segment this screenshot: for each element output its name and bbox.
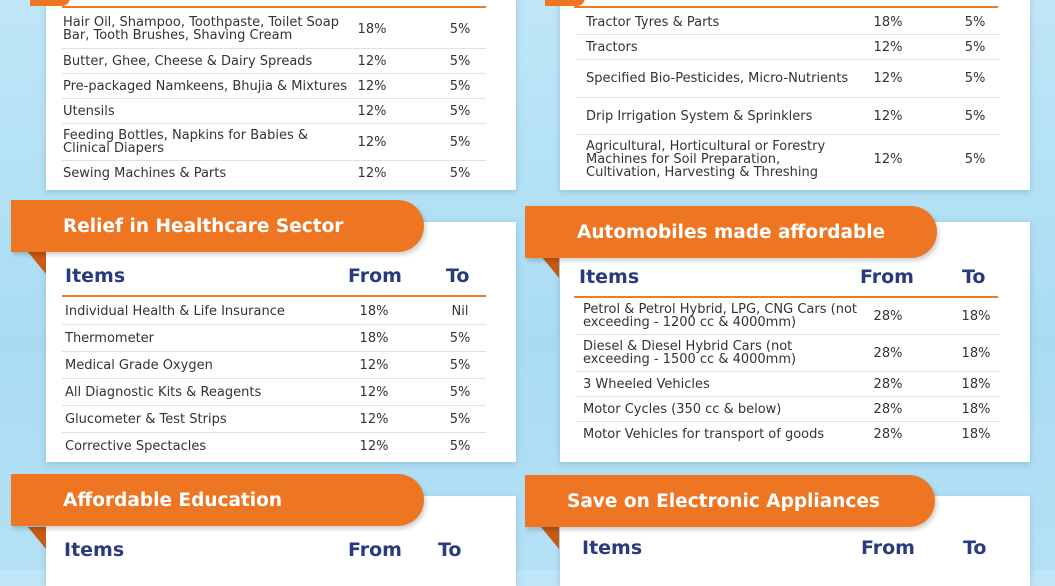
row-to-rate: 5% — [449, 103, 471, 119]
header-underline — [62, 6, 486, 8]
column-header-from: From — [861, 537, 915, 559]
row-to-rate: 5% — [449, 357, 471, 373]
row-from-rate: 18% — [357, 21, 387, 37]
row-from-rate: 12% — [873, 71, 903, 86]
table-row — [576, 135, 1000, 183]
education-banner — [11, 474, 424, 526]
row-to-rate: 5% — [449, 78, 471, 94]
column-header-from: From — [348, 265, 402, 287]
row-item: All Diagnostic Kits & Reagents — [65, 384, 262, 400]
table-row — [576, 35, 1000, 60]
table-row — [62, 74, 486, 99]
row-from-rate: 18% — [359, 330, 389, 346]
banner-fold — [541, 527, 559, 549]
banner-fold — [541, 256, 559, 278]
table-row — [62, 379, 486, 406]
row-item: Thermometer — [65, 330, 155, 346]
row-item: Butter, Ghee, Cheese & Dairy Spreads — [63, 53, 313, 69]
row-from-rate: 28% — [873, 427, 903, 442]
table-row — [576, 60, 1000, 98]
row-from-rate: 12% — [359, 439, 389, 454]
row-from-rate: 12% — [873, 151, 903, 167]
electronics-title: Save on Electronic Appliances — [567, 490, 880, 512]
banner-fold — [28, 252, 46, 274]
table-row — [576, 422, 1000, 447]
row-to-rate: 5% — [449, 330, 471, 346]
row-item: Tractor Tyres & Parts — [586, 14, 720, 30]
table-row — [576, 298, 1000, 335]
row-item: Motor Cycles (350 cc & below) — [583, 401, 782, 417]
row-item: Glucometer & Test Strips — [65, 411, 227, 427]
row-item: Pre-packaged Namkeens, Bhujia & Mixtures — [63, 78, 347, 94]
row-to-rate: 18% — [961, 376, 991, 392]
row-from-rate: 12% — [359, 384, 389, 400]
column-header-to: To — [446, 265, 470, 287]
banner-edge — [545, 0, 585, 6]
banner-edge — [30, 0, 70, 6]
consumer-card — [46, 0, 516, 190]
row-to-rate: 18% — [961, 427, 991, 442]
row-to-rate: 5% — [449, 53, 471, 69]
row-from-rate: 28% — [873, 345, 903, 361]
column-header-from: From — [860, 266, 914, 288]
automobiles-title: Automobiles made affordable — [577, 221, 886, 243]
table-row — [576, 372, 1000, 397]
row-item: Feeding Bottles, Napkins for Babies & Clinical Diapers — [63, 128, 308, 156]
row-from-rate: 12% — [359, 357, 389, 373]
education-title: Affordable Education — [63, 489, 283, 511]
row-item: Drip Irrigation System & Sprinklers — [586, 108, 813, 124]
row-item: Utensils — [63, 103, 115, 119]
column-header-items: Items — [65, 265, 126, 287]
row-from-rate: 28% — [873, 401, 903, 417]
row-item: Diesel & Diesel Hybrid Cars (not exceeding - 1500 cc & 4000mm) — [583, 339, 797, 367]
automobiles-banner — [525, 206, 937, 258]
table-row — [62, 433, 486, 460]
automobiles-card — [560, 222, 1030, 462]
row-from-rate: 12% — [357, 103, 387, 119]
row-to-rate: 5% — [964, 108, 986, 124]
healthcare-title: Relief in Healthcare Sector — [63, 215, 344, 237]
row-to-rate: 5% — [964, 39, 986, 55]
healthcare-banner — [11, 200, 424, 252]
row-to-rate: 18% — [961, 401, 991, 417]
row-from-rate: 12% — [873, 108, 903, 124]
row-from-rate: 12% — [357, 78, 387, 94]
header-underline — [62, 295, 486, 297]
row-to-rate: 5% — [449, 134, 471, 150]
table-row — [62, 298, 486, 325]
row-item: Medical Grade Oxygen — [65, 357, 213, 373]
row-to-rate: 5% — [964, 14, 986, 30]
table-row — [62, 10, 486, 49]
banner-fold — [28, 527, 46, 549]
row-to-rate: 5% — [449, 439, 471, 454]
column-header-from: From — [348, 539, 402, 561]
row-from-rate: 12% — [873, 39, 903, 55]
row-item: Corrective Spectacles — [65, 439, 207, 454]
row-item: Sewing Machines & Parts — [63, 166, 227, 181]
column-header-to: To — [962, 266, 986, 288]
row-from-rate: 12% — [359, 411, 389, 427]
table-row — [62, 49, 486, 74]
row-from-rate: 28% — [873, 308, 903, 324]
row-from-rate: 12% — [357, 166, 387, 181]
row-from-rate: 18% — [873, 14, 903, 30]
column-header-to: To — [963, 537, 987, 559]
column-header-items: Items — [582, 537, 643, 559]
table-row — [576, 397, 1000, 422]
column-header-items: Items — [64, 539, 125, 561]
table-row — [62, 124, 486, 161]
row-to-rate: 18% — [961, 345, 991, 361]
row-from-rate: 12% — [357, 134, 387, 150]
column-header-to: To — [438, 539, 462, 561]
row-to-rate: 5% — [449, 21, 471, 37]
row-to-rate: 5% — [449, 411, 471, 427]
table-row — [62, 406, 486, 433]
row-from-rate: 18% — [359, 303, 389, 319]
table-row — [576, 98, 1000, 135]
table-row — [62, 99, 486, 124]
row-item: Motor Vehicles for transport of goods — [583, 427, 825, 442]
row-to-rate: 5% — [964, 71, 986, 86]
table-row — [576, 10, 1000, 35]
table-row — [62, 325, 486, 352]
table-row — [576, 335, 1000, 372]
row-to-rate: 18% — [961, 308, 991, 324]
electronics-banner — [525, 475, 935, 527]
row-item: Hair Oil, Shampoo, Toothpaste, Toilet Soap Bar, Tooth Brushes, Shaving Cream — [63, 15, 339, 43]
row-to-rate: Nil — [451, 303, 469, 319]
row-to-rate: 5% — [964, 151, 986, 167]
row-item: Agricultural, Horticultural or Forestry Machines for Soil Preparation, Cultivation, Harvesting & Threshing — [586, 138, 826, 180]
healthcare-card — [46, 222, 516, 462]
row-from-rate: 28% — [873, 376, 903, 392]
row-from-rate: 12% — [357, 53, 387, 69]
header-underline — [574, 6, 998, 8]
row-to-rate: 5% — [449, 384, 471, 400]
agriculture-card — [560, 0, 1030, 190]
row-item: 3 Wheeled Vehicles — [583, 376, 710, 392]
row-item: Individual Health & Life Insurance — [65, 303, 285, 319]
column-header-items: Items — [579, 266, 640, 288]
row-item: Petrol & Petrol Hybrid, LPG, CNG Cars (not exceeding - 1200 cc & 4000mm) — [583, 302, 858, 330]
row-item: Specified Bio-Pesticides, Micro-Nutrients — [586, 71, 849, 86]
table-row — [62, 352, 486, 379]
table-row — [62, 161, 486, 186]
row-item: Tractors — [586, 39, 638, 55]
row-to-rate: 5% — [449, 166, 471, 181]
